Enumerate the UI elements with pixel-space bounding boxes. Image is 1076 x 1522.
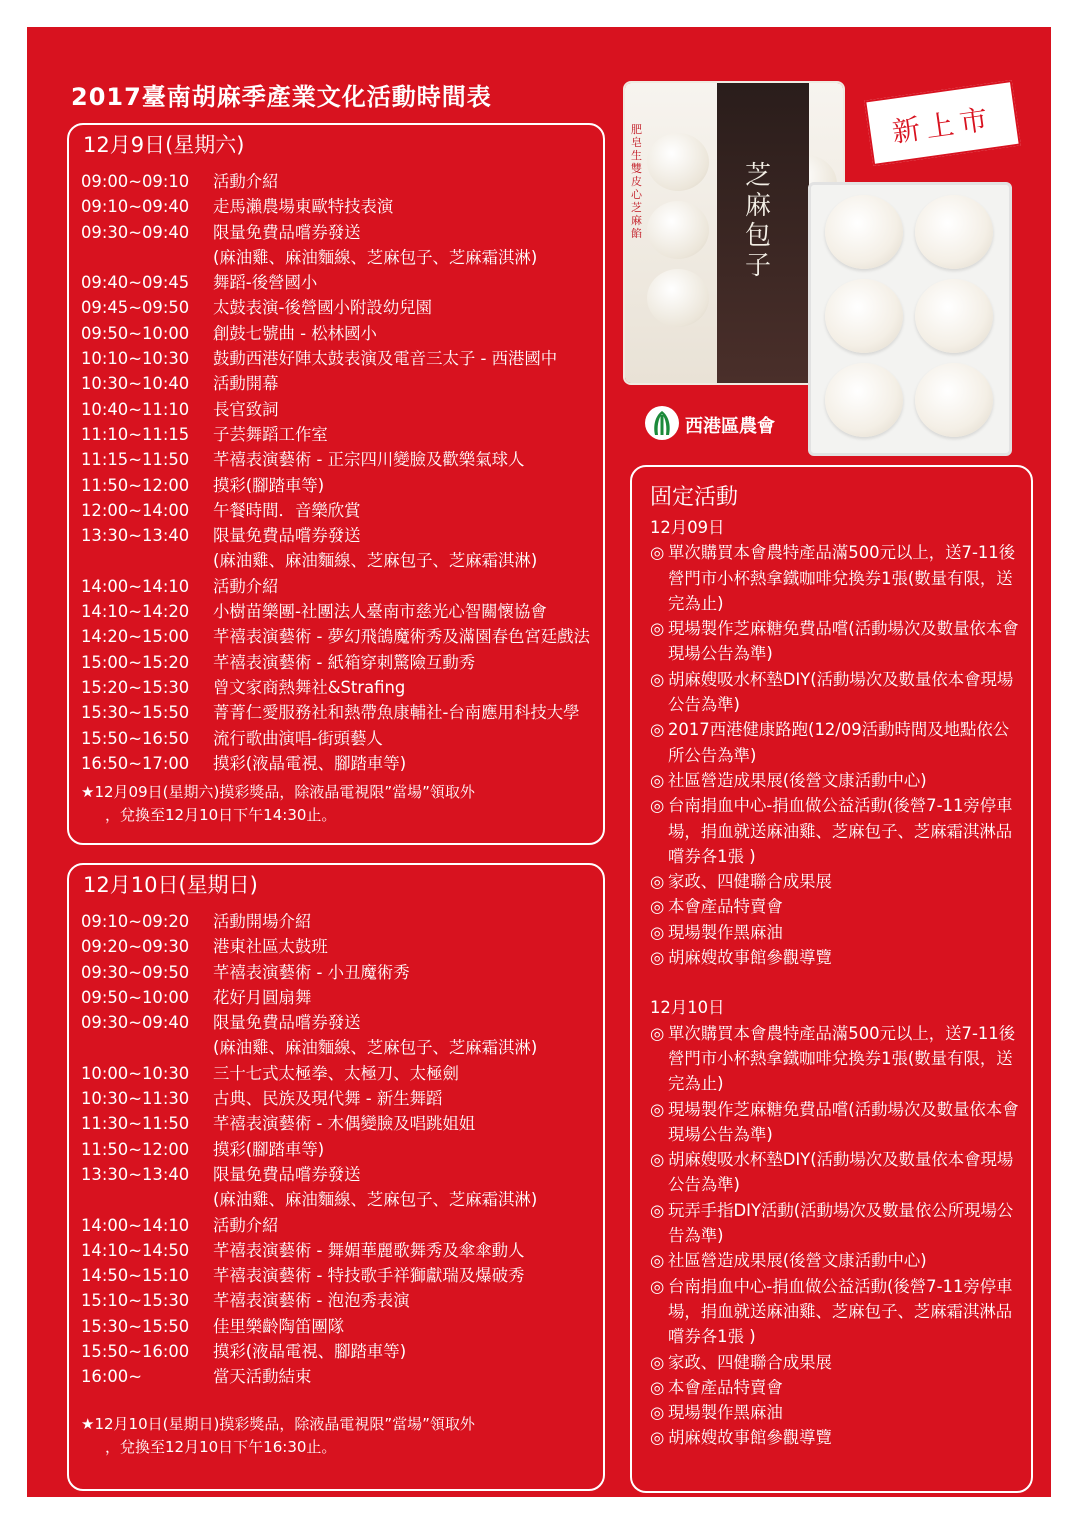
schedule-row (81, 1263, 601, 1288)
fixed-activity-text: 胡麻嫂吸水杯墊DIY(活動場次及數量依本會現場公告為準) (668, 669, 1014, 715)
schedule-day2-heading: 12月10日(星期日) (83, 873, 258, 897)
fixed-activity-text: 現場製作黑麻油 (668, 922, 783, 942)
schedule-time: 14:20~15:00 (81, 627, 190, 647)
fixed-activity-text: 單次購買本會農特產品滿500元以上，送7-11後營門市小杯熱拿鐵咖啡兌換券1張(數量有限，送完為止) (668, 543, 1016, 613)
schedule-row (81, 1213, 601, 1238)
fixed-activity-item (650, 1097, 1022, 1148)
note-line: ，兌換至12月10日下午14:30止。 (105, 806, 337, 824)
farmers-association-name: 西港區農會 (685, 416, 775, 437)
schedule-row (81, 726, 601, 751)
schedule-row (81, 1137, 601, 1162)
schedule-event: 鼓動西港好陣太鼓表演及電音三太子 - 西港國中 (213, 349, 558, 369)
schedule-row (81, 1364, 601, 1389)
fixed-activity-text: 本會產品特賣會 (668, 897, 783, 917)
fixed-activity-text: 玩弄手指DIY活動(活動場次及數量依公所現場公告為準) (668, 1200, 1014, 1246)
schedule-time: 11:50~12:00 (81, 1139, 190, 1159)
schedule-event: 限量免費品嚐券發送 (213, 526, 361, 546)
fixed-activity-item (650, 1147, 1022, 1198)
spacer (650, 970, 1022, 995)
schedule-time: 09:30~09:40 (81, 222, 190, 242)
page-title: 2017臺南胡麻季產業文化活動時間表 (71, 83, 492, 111)
schedule-row (81, 1187, 601, 1212)
schedule-time: 13:30~13:40 (81, 526, 190, 546)
bullet-icon: ◎ (650, 619, 665, 639)
schedule-time: 14:50~15:10 (81, 1266, 190, 1286)
schedule-row (81, 346, 601, 371)
schedule-event: 流行歌曲演唱-街頭藝人 (213, 728, 383, 748)
fixed-activity-text: 家政、四健聯合成果展 (668, 872, 832, 892)
schedule-event: 芊禧表演藝術 - 泡泡秀表演 (213, 1291, 410, 1311)
bullet-icon: ◎ (650, 1200, 665, 1220)
schedule-time: 15:10~15:30 (81, 1291, 190, 1311)
fixed-day1-list (650, 540, 1022, 970)
note-line: ，兌換至12月10日下午16:30止。 (105, 1438, 337, 1456)
schedule-row (81, 751, 601, 776)
schedule-event: 三十七式太極拳、太極刀、太極劍 (213, 1063, 459, 1083)
bun-image (825, 279, 903, 353)
bullet-icon: ◎ (650, 1428, 665, 1448)
fixed-activity-item (650, 1375, 1022, 1400)
schedule-time: 09:50~10:00 (81, 323, 190, 343)
bullet-icon: ◎ (650, 1276, 665, 1296)
fixed-activities-title: 固定活動 (650, 485, 739, 510)
schedule-event: 花好月圓扇舞 (213, 987, 312, 1007)
fixed-activity-item (650, 1425, 1022, 1450)
schedule-row (81, 574, 601, 599)
bun-image (647, 133, 709, 191)
schedule-row (81, 523, 601, 548)
schedule-day2 (67, 863, 605, 1491)
schedule-row (81, 1314, 601, 1339)
fixed-activity-item (650, 540, 1022, 616)
bun-image (915, 195, 993, 269)
schedule-time: 15:30~15:50 (81, 1316, 190, 1336)
schedule-row (81, 1111, 601, 1136)
fixed-activity-text: 胡麻嫂故事館參觀導覽 (668, 948, 832, 968)
schedule-time: 14:10~14:50 (81, 1240, 190, 1260)
fixed-activity-text: 現場製作芝麻糖免費品嚐(活動場次及數量依本會現場公告為準) (668, 619, 1019, 664)
schedule-event: 限量免費品嚐券發送 (213, 1013, 361, 1033)
schedule-row (81, 675, 601, 700)
bullet-icon: ◎ (650, 1023, 665, 1043)
schedule-event: (麻油雞、麻油麵線、芝麻包子、芝麻霜淇淋) (213, 1190, 538, 1210)
fixed-activity-text: 本會產品特賣會 (668, 1377, 783, 1397)
schedule-row (81, 245, 601, 270)
schedule-time: 16:50~17:00 (81, 753, 190, 773)
schedule-row (81, 934, 601, 959)
bullet-icon: ◎ (650, 872, 665, 892)
schedule-event: 當天活動結束 (213, 1367, 312, 1387)
bullet-icon: ◎ (650, 1352, 665, 1372)
fixed-day1-label: 12月09日 (650, 518, 725, 537)
schedule-row (81, 1339, 601, 1364)
schedule-time: 10:10~10:30 (81, 349, 190, 369)
fixed-activity-item (650, 717, 1022, 768)
fixed-activity-item (650, 1198, 1022, 1249)
bag-brand-text: 芝麻包子 (745, 161, 772, 281)
schedule-day2-note (81, 1413, 591, 1459)
schedule-time: 13:30~13:40 (81, 1164, 190, 1184)
schedule-time: 09:30~09:50 (81, 962, 190, 982)
schedule-event: (麻油雞、麻油麵線、芝麻包子、芝麻霜淇淋) (213, 551, 538, 571)
schedule-row (81, 548, 601, 573)
schedule-event: 活動介紹 (213, 1215, 279, 1235)
schedule-time: 15:20~15:30 (81, 677, 190, 697)
schedule-event: 芊禧表演藝術 - 舞媚華麗歌舞秀及傘傘動人 (213, 1240, 525, 1260)
bag-side-text: 肥皂生 雙皮心 芝麻餡 (631, 123, 642, 240)
schedule-event: 走馬瀨農場東歐特技表演 (213, 197, 394, 217)
fixed-activity-item (650, 894, 1022, 919)
schedule-event: 芊禧表演藝術 - 木偶變臉及唱跳姐姐 (213, 1114, 476, 1134)
bullet-icon: ◎ (650, 1251, 665, 1271)
schedule-time: 10:40~11:10 (81, 399, 190, 419)
schedule-row (81, 1162, 601, 1187)
schedule-row (81, 321, 601, 346)
schedule-event: 芊禧表演藝術 - 紙箱穿刺驚險互動秀 (213, 652, 476, 672)
note-line: ★12月10日(星期日)摸彩獎品，除液晶電視限”當場”領取外 (81, 1415, 475, 1433)
bullet-icon: ◎ (650, 922, 665, 942)
schedule-row (81, 650, 601, 675)
schedule-event: 活動開場介紹 (213, 912, 312, 931)
bullet-icon: ◎ (650, 770, 665, 790)
fixed-activity-text: 家政、四健聯合成果展 (668, 1352, 832, 1372)
schedule-day2-rows (81, 909, 601, 1390)
fixed-activity-item (650, 1400, 1022, 1425)
schedule-event: 芊禧表演藝術 - 正宗四川變臉及歡樂氣球人 (213, 450, 525, 470)
schedule-event: 摸彩(腳踏車等) (213, 475, 325, 495)
schedule-time: 09:45~09:50 (81, 298, 190, 318)
schedule-time: 09:50~10:00 (81, 987, 190, 1007)
fixed-activity-text: 台南捐血中心-捐血做公益活動(後營7-11旁停車場，捐血就送麻油雞、芝麻包子、芝麻霜淇淋品嚐券各1張 ) (668, 1276, 1013, 1347)
schedule-time: 15:00~15:20 (81, 652, 190, 672)
schedule-row (81, 1238, 601, 1263)
fixed-activity-item (650, 920, 1022, 945)
fixed-activity-text: 現場製作芝麻糖免費品嚐(活動場次及數量依本會現場公告為準) (668, 1099, 1019, 1144)
bullet-icon: ◎ (650, 1099, 665, 1119)
bullet-icon: ◎ (650, 1377, 665, 1397)
schedule-time: 15:50~16:00 (81, 1342, 190, 1362)
schedule-event: (麻油雞、麻油麵線、芝麻包子、芝麻霜淇淋) (213, 1038, 538, 1058)
schedule-event: 長官致詞 (213, 399, 279, 419)
schedule-time: 14:10~14:20 (81, 602, 190, 622)
schedule-event: 佳里樂齡陶笛團隊 (213, 1316, 345, 1336)
bullet-icon: ◎ (650, 897, 665, 917)
schedule-event: 午餐時間．音樂欣賞 (213, 500, 361, 520)
schedule-row (81, 169, 601, 194)
schedule-row (81, 422, 601, 447)
schedule-event: 舞蹈-後營國小 (213, 273, 318, 293)
fixed-day2-list (650, 1021, 1022, 1451)
schedule-event: 小樹苗樂團-社團法人臺南市慈光心智關懷協會 (213, 602, 547, 622)
schedule-row (81, 985, 601, 1010)
schedule-time: 10:00~10:30 (81, 1063, 190, 1083)
schedule-row (81, 1061, 601, 1086)
schedule-row (81, 397, 601, 422)
schedule-time: 15:30~15:50 (81, 703, 190, 723)
schedule-row (81, 909, 601, 934)
schedule-event: 活動介紹 (213, 172, 279, 191)
schedule-event: 港東社區太鼓班 (213, 937, 328, 957)
fixed-activity-text: 單次購買本會農特產品滿500元以上，送7-11後營門市小杯熱拿鐵咖啡兌換券1張(數量有限，送完為止) (668, 1023, 1016, 1094)
schedule-event: 限量免費品嚐券發送 (213, 222, 361, 242)
schedule-event: 太鼓表演-後營國小附設幼兒園 (213, 298, 432, 318)
schedule-time: 09:20~09:30 (81, 937, 190, 957)
schedule-time: 09:10~09:20 (81, 912, 190, 931)
schedule-row (81, 498, 601, 523)
schedule-time: 16:00~ (81, 1367, 142, 1387)
fixed-activity-text: 社區營造成果展(後營文康活動中心) (668, 770, 927, 790)
schedule-time: 11:15~11:50 (81, 450, 190, 470)
schedule-row (81, 1010, 601, 1035)
bullet-icon: ◎ (650, 720, 665, 740)
fixed-day2-label: 12月10日 (650, 998, 725, 1018)
schedule-event: 創鼓七號曲 - 松林國小 (213, 323, 377, 343)
fixed-activity-text: 台南捐血中心-捐血做公益活動(後營7-11旁停車場，捐血就送麻油雞、芝麻包子、芝麻霜淇淋品嚐券各1張 ) (668, 796, 1013, 866)
schedule-event: 芊禧表演藝術 - 特技歌手祥獅獻瑞及爆破秀 (213, 1266, 525, 1286)
fixed-activity-item (650, 1274, 1022, 1350)
bullet-icon: ◎ (650, 948, 665, 968)
schedule-time: 11:30~11:50 (81, 1114, 190, 1134)
schedule-day1-heading: 12月9日(星期六) (83, 133, 245, 157)
schedule-time: 10:30~10:40 (81, 374, 190, 394)
schedule-time: 14:00~14:10 (81, 1215, 190, 1235)
schedule-event: 芊禧表演藝術 - 小丑魔術秀 (213, 962, 410, 982)
schedule-day1-note (81, 781, 591, 827)
schedule-event: 摸彩(腳踏車等) (213, 1139, 325, 1159)
schedule-day1 (67, 123, 605, 845)
schedule-event: 子芸舞蹈工作室 (213, 424, 328, 444)
schedule-time: 09:10~09:40 (81, 197, 190, 217)
bullet-icon: ◎ (650, 543, 665, 563)
bun-image (915, 279, 993, 353)
bullet-icon: ◎ (650, 1150, 665, 1170)
fixed-activity-item (650, 1248, 1022, 1273)
bun-image (647, 269, 709, 327)
fixed-activity-text: 社區營造成果展(後營文康活動中心) (668, 1251, 927, 1271)
farmers-association-logo (645, 406, 865, 442)
schedule-event: 限量免費品嚐券發送 (213, 1164, 361, 1184)
schedule-row (81, 447, 601, 472)
schedule-time: 12:00~14:00 (81, 500, 190, 520)
fixed-activity-item (650, 667, 1022, 718)
schedule-time: 11:50~12:00 (81, 475, 190, 495)
fixed-activity-item (650, 869, 1022, 894)
schedule-event: 摸彩(液晶電視、腳踏車等) (213, 753, 407, 773)
fixed-activities (630, 465, 1033, 1493)
schedule-row (81, 194, 601, 219)
schedule-event: 曾文家商熱舞社&Strafing (213, 677, 406, 697)
stamp-text: 新上市 (890, 102, 996, 149)
schedule-time: 10:30~11:30 (81, 1089, 190, 1109)
leaf-logo-icon (645, 406, 679, 440)
schedule-day1-rows (81, 169, 601, 776)
bun-image (647, 201, 709, 259)
schedule-time: 09:30~09:40 (81, 1013, 190, 1033)
schedule-event: 活動介紹 (213, 576, 279, 596)
bun-image (825, 195, 903, 269)
fixed-activity-item (650, 793, 1022, 869)
note-line: ★12月09日(星期六)摸彩獎品，除液晶電視限”當場”領取外 (81, 783, 475, 801)
schedule-time: 15:50~16:50 (81, 728, 190, 748)
schedule-time: 11:10~11:15 (81, 424, 190, 444)
schedule-time: 09:40~09:45 (81, 273, 190, 293)
schedule-event: 摸彩(液晶電視、腳踏車等) (213, 1342, 407, 1362)
fixed-activity-text: 2017西港健康路跑(12/09活動時間及地點依公所公告為準) (668, 720, 1010, 765)
schedule-row (81, 1288, 601, 1313)
fixed-activity-item (650, 945, 1022, 970)
schedule-row (81, 960, 601, 985)
schedule-time: 09:00~09:10 (81, 172, 190, 191)
fixed-activities-inner (650, 481, 1022, 1451)
schedule-row (81, 1035, 601, 1060)
schedule-row (81, 220, 601, 245)
fixed-activity-item (650, 616, 1022, 667)
fixed-activity-item (650, 1350, 1022, 1375)
schedule-row (81, 1086, 601, 1111)
bun-image (915, 363, 993, 437)
fixed-activity-item (650, 1021, 1022, 1097)
fixed-activity-text: 現場製作黑麻油 (668, 1403, 783, 1423)
schedule-event: 活動開幕 (213, 374, 279, 394)
schedule-row (81, 371, 601, 396)
schedule-time: 14:00~14:10 (81, 576, 190, 596)
schedule-row (81, 295, 601, 320)
schedule-event: (麻油雞、麻油麵線、芝麻包子、芝麻霜淇淋) (213, 247, 538, 267)
fixed-activity-text: 胡麻嫂故事館參觀導覽 (668, 1428, 832, 1448)
schedule-event: 古典、民族及現代舞 - 新生舞蹈 (213, 1089, 443, 1109)
schedule-row (81, 700, 601, 725)
schedule-event: 菁菁仁愛服務社和熱帶魚康輔社-台南應用科技大學 (213, 703, 580, 723)
schedule-row (81, 270, 601, 295)
bullet-icon: ◎ (650, 669, 665, 689)
bullet-icon: ◎ (650, 796, 665, 816)
bullet-icon: ◎ (650, 1403, 665, 1423)
fixed-activity-text: 胡麻嫂吸水杯墊DIY(活動場次及數量依本會現場公告為準) (668, 1150, 1014, 1195)
schedule-event: 芊禧表演藝術 - 夢幻飛鴿魔術秀及滿園春色宮廷戲法 (213, 627, 590, 647)
schedule-row (81, 599, 601, 624)
schedule-row (81, 624, 601, 649)
fixed-activity-item (650, 768, 1022, 793)
schedule-row (81, 473, 601, 498)
